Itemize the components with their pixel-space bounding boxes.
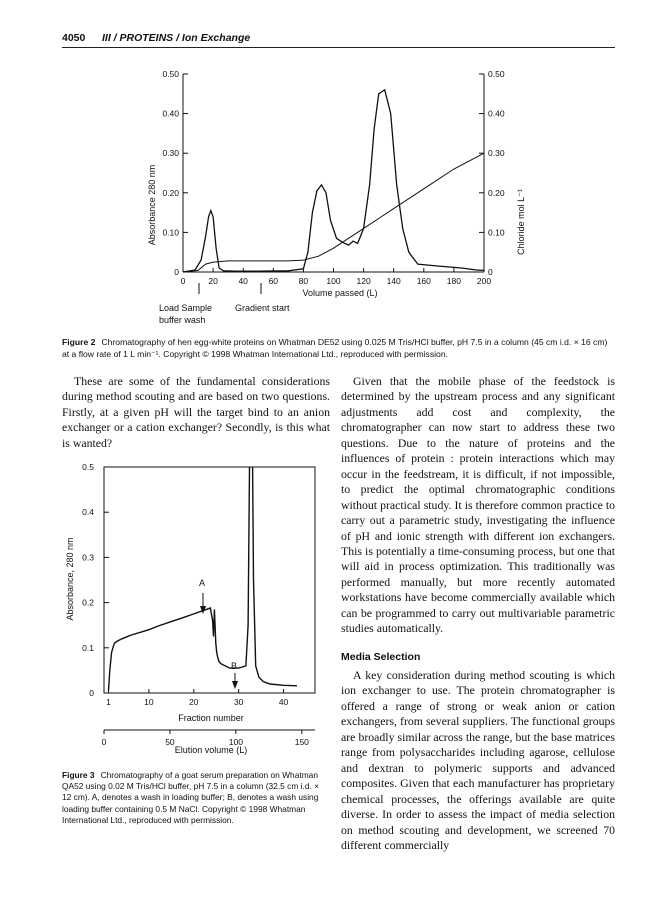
x-tick-label: 160 [416,276,431,286]
marker-a-label: A [199,578,206,588]
y-tick-label: 0.50 [162,69,179,79]
y2-tick-label: 0.50 [488,69,505,79]
x-tick-label: 40 [278,697,289,707]
x-axis-label: Fraction number [178,713,244,723]
paragraph: Given that the mobile phase of the feedstock is determined by the upstream process and any significant adjustments add cost and complexity, the chromatographer can now start to address these two questions. Due to the nature of proteins and the influences of protein : protein interactions which may occur in the feedstream, it is difficult, if not impossible, to predict the optimal chromatographic conditions without practical study. It is therefore common practice to carry out a parametric study, investigating the influence of pH and ionic strength with different ion exchangers. This is potentially a time-consuming process, but one that will aid in process optimization. This traditionally was performed manually, but more recently automated workstations have become commercially available which can be programmed to carry out multivariable parametric studies automatically. [341,374,615,636]
x-tick-label: 200 [476,276,492,286]
absorbance-line [183,90,484,272]
y2-axis-label: Chloride mol L⁻¹ [516,189,526,255]
y-tick-label: 0.40 [162,108,179,119]
x2-tick-label: 0 [101,737,107,747]
y-tick-label: 0.20 [162,187,179,198]
marker-b-arrow [232,673,238,689]
x-tick-label: 60 [268,276,279,286]
y-tick-label: 0.4 [82,507,94,518]
y-tick-label: 0 [89,688,94,698]
paragraph: A key consideration during method scouting is which ion exchanger to use. The protein chromatographer is offered a range of strong or weak anion or cation exchangers, from several suppliers. The functional groups are broadly similar across the range, but the base matrices range from polysaccharides including agarose, cellulose and dextran to polymeric supports and advanced composites. Given that each manufacturer has proprietary chemical processes, the offerings available are quite diverse. In order to assess the impact of media selection on method scouting and development, we screened 70 different commercially [341,668,615,852]
x2-tick-label: 100 [228,737,243,747]
page-number: 4050 [62,32,86,44]
running-header [62,32,615,46]
y-tick-label: 0 [174,267,179,277]
x-tick-label: 1 [106,697,111,707]
x-tick-label: 120 [356,276,371,286]
y-axis-label: Absorbance 280 nm [147,164,157,246]
y2-tick-label: 0.20 [488,187,505,198]
x2-axis-label: Elution volume (L) [174,745,248,755]
x-tick-label: 180 [446,276,461,286]
header-rule [62,47,615,48]
figure-3-chart [62,455,330,760]
x-tick-label: 20 [189,697,199,707]
x-tick-label: 140 [386,276,401,286]
gradient-start-label: Gradient start [235,303,290,313]
y-tick-label: 0.3 [82,552,94,563]
y2-tick-label: 0.10 [488,227,505,238]
left-column-text [62,374,330,451]
x2-tick-label: 150 [294,737,309,747]
x-tick-label: 10 [144,697,154,707]
y-tick-label: 0.1 [82,642,94,653]
y2-tick-label: 0.40 [488,108,505,119]
x-axis-label: Volume passed (L) [302,288,378,298]
x-tick-label: 30 [233,697,244,707]
marker-b-label: B [231,661,238,671]
absorbance-line [109,458,298,691]
y-tick-label: 0.2 [82,597,94,608]
figure-3-caption: Figure 3 Chromatography of a goat serum preparation on Whatman QA52 using 0.02 M Tris/HCl buffer, pH 7.5 in a column (32.5 cm i.d. × 12 cm). A, denotes a wash in loading buffer; B, denotes a wash using loading buffer containing 0.5 M NaCl. Copyright © 1998 Whatman International Ltd., reproduced with permission. [62,770,320,825]
figure-2-label: Figure 2 [62,337,96,347]
figure-2-chart [140,62,540,330]
right-column-text-2 [341,668,615,853]
y-tick-label: 0.30 [162,148,179,159]
x2-tick-label: 50 [165,737,175,747]
x-tick-label: 100 [326,276,341,286]
y-axis-label: Absorbance, 280 nm [65,537,75,621]
section-heading: Media Selection [341,651,421,663]
plot-frame [104,467,315,693]
figure-3-label: Figure 3 [62,770,95,780]
y2-tick-label: 0 [488,267,493,277]
x-tick-label: 0 [180,276,186,286]
y-tick-label: 0.5 [82,462,94,472]
load-sample-label: Load Sample [159,303,213,313]
y-tick-label: 0.10 [162,227,179,238]
x-tick-label: 80 [298,276,309,286]
y2-tick-label: 0.30 [488,148,505,159]
right-column-text [341,374,615,637]
buffer-wash-label: buffer wash [159,315,206,325]
figure-2-caption: Figure 2 Chromatography of hen egg-white proteins on Whatman DE52 using 0.025 M Tris/HCl buffer, pH 7.5 in a column (45 cm i.d. × 16 cm) at a flow rate of 1 L min⁻¹. Copyright © 1998 Whatman International Ltd., reproduced with permission. [62,337,608,359]
paragraph: These are some of the fundamental considerations during method scouting and are based on two questions. Firstly, at a given pH will the target bind to an anion exchanger or a cation exchanger? Secondly, is this what is wanted? [62,374,330,450]
chloride-line [183,153,484,272]
section-title: III / PROTEINS / Ion Exchange [102,32,251,44]
x-tick-label: 40 [238,276,248,286]
x-tick-label: 20 [208,276,218,286]
